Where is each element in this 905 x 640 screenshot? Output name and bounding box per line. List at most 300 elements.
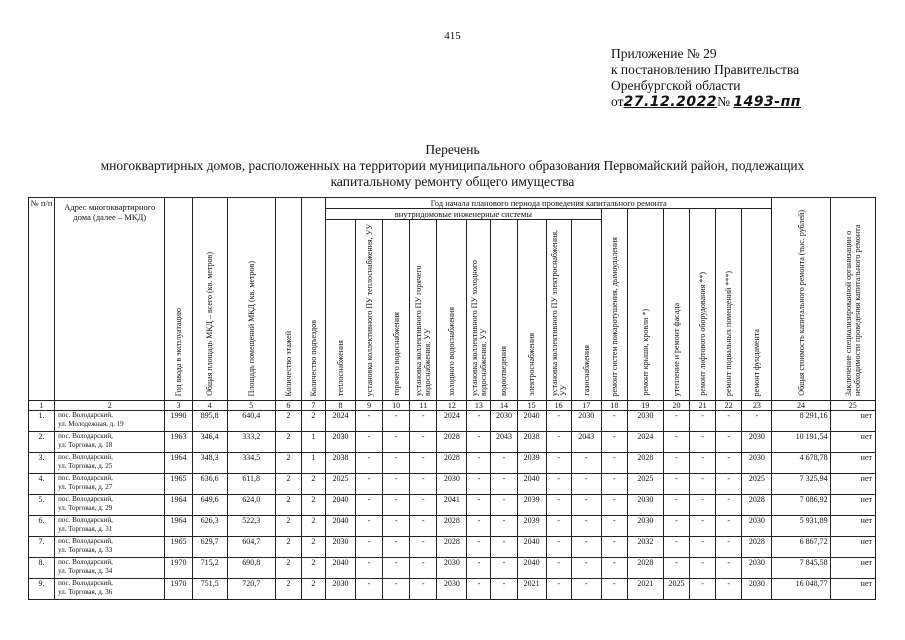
header-period-group: Год начала планового периода проведения капитального ремонта [325, 198, 771, 209]
table-cell: 2030 [742, 432, 772, 453]
table-cell: 2 [275, 453, 301, 474]
table-row [29, 537, 876, 558]
table-cell: - [601, 537, 627, 558]
column-number: 18 [601, 401, 627, 411]
table-cell: - [716, 495, 742, 516]
header-c21: ремонт лифтового оборудования **) [690, 209, 716, 401]
table-cell: - [383, 537, 410, 558]
table-cell: 2039 [517, 495, 546, 516]
header-c9: установка коллективного ПУ теплоснабжения, УУ [356, 220, 383, 401]
table-cell: 2028 [627, 558, 663, 579]
table-row [29, 474, 876, 495]
column-number: 5 [227, 401, 275, 411]
column-number: 2 [55, 401, 165, 411]
table-cell: 895,8 [192, 411, 227, 432]
table-cell: - [546, 495, 571, 516]
table-cell: - [601, 495, 627, 516]
table-cell: 2038 [325, 453, 355, 474]
table-cell: - [356, 537, 383, 558]
appendix-date-line [611, 94, 801, 110]
table-cell: - [383, 558, 410, 579]
address-locality: пос. Володарский, [58, 537, 113, 545]
table-cell: 2030 [437, 558, 467, 579]
column-number: 15 [517, 401, 546, 411]
table-cell: - [356, 474, 383, 495]
header-c8: теплоснабжения [325, 220, 355, 401]
column-number: 1 [29, 401, 55, 411]
document-title [30, 142, 875, 190]
table-cell: - [383, 474, 410, 495]
address-locality: пос. Володарский, [58, 516, 113, 524]
table-cell: 1 [301, 432, 325, 453]
row-address [55, 495, 165, 516]
table-cell: - [716, 474, 742, 495]
appendix-line-1: Приложение № 29 [611, 46, 717, 61]
table-cell: - [690, 432, 716, 453]
table-cell: 2041 [437, 495, 467, 516]
table-cell: - [742, 411, 772, 432]
title-line-3: капитальному ремонту общего имущества [330, 174, 575, 189]
table-cell: - [356, 453, 383, 474]
column-number: 14 [491, 401, 517, 411]
table-cell: 1964 [165, 495, 192, 516]
header-c13: установка коллективного ПУ холодного водоснабжения, УУ [467, 220, 491, 401]
table-cell: 2040 [517, 558, 546, 579]
title-line-2: многоквартирных домов, расположенных на территории муниципального образования Первомайский район, подлежащих [100, 158, 805, 173]
table-cell: 2 [275, 558, 301, 579]
header-c11: установка коллективного ПУ горячего водоснабжения, УУ [410, 220, 437, 401]
table-cell: 1 [301, 453, 325, 474]
table-cell: 2025 [742, 474, 772, 495]
table-cell: - [571, 516, 601, 537]
table-cell: 690,8 [227, 558, 275, 579]
table-cell: - [601, 411, 627, 432]
column-number: 4 [192, 401, 227, 411]
column-number: 16 [546, 401, 571, 411]
table-cell: - [491, 537, 517, 558]
table-cell: 2030 [742, 453, 772, 474]
column-number: 20 [663, 401, 689, 411]
table-cell: 636,6 [192, 474, 227, 495]
table-cell: - [690, 516, 716, 537]
address-locality: пос. Володарский, [58, 579, 113, 587]
table-cell: - [690, 537, 716, 558]
table-cell: 6 867,72 [772, 537, 830, 558]
table-cell: 2030 [627, 495, 663, 516]
table-cell: - [467, 453, 491, 474]
table-cell: - [356, 411, 383, 432]
table-cell: 2040 [517, 537, 546, 558]
table-cell: 7 325,94 [772, 474, 830, 495]
address-locality: пос. Володарский, [58, 453, 113, 461]
address-street: ул. Торговая, д. 33 [58, 545, 113, 554]
table-cell: 715,2 [192, 558, 227, 579]
row-number: 7. [29, 537, 55, 558]
row-number: 5. [29, 495, 55, 516]
table-cell: 2030 [437, 579, 467, 600]
table-body [29, 401, 876, 600]
table-cell: - [601, 516, 627, 537]
table-cell: - [663, 558, 689, 579]
row-number: 9. [29, 579, 55, 600]
table-cell: 2025 [627, 474, 663, 495]
header-c22: ремонт подвальных помещений ***) [716, 209, 742, 401]
table-cell: 1964 [165, 516, 192, 537]
table-cell: 7 086,92 [772, 495, 830, 516]
table-cell: 334,5 [227, 453, 275, 474]
table-cell: 626,3 [192, 516, 227, 537]
table-cell: - [356, 516, 383, 537]
column-number: 17 [571, 401, 601, 411]
table-cell: - [690, 474, 716, 495]
header-c20: утепление и ремонт фасада [663, 209, 689, 401]
column-number: 8 [325, 401, 355, 411]
table-row [29, 495, 876, 516]
table-cell: 2021 [517, 579, 546, 600]
table-cell: 346,4 [192, 432, 227, 453]
table-cell: - [716, 537, 742, 558]
table-cell: 2028 [627, 453, 663, 474]
table-cell: - [601, 474, 627, 495]
table-cell: - [571, 558, 601, 579]
table-cell: - [716, 558, 742, 579]
table-cell: - [491, 579, 517, 600]
table-cell: - [716, 579, 742, 600]
table-cell: 1970 [165, 579, 192, 600]
table-cell: - [571, 495, 601, 516]
table-row [29, 411, 876, 432]
column-number: 3 [165, 401, 192, 411]
table-cell: нет [830, 516, 875, 537]
table-cell: 2043 [491, 432, 517, 453]
header-c12: холодного водоснабжения [437, 220, 467, 401]
table-cell: 8 291,16 [772, 411, 830, 432]
table-cell: 2028 [742, 495, 772, 516]
table-cell: 2 [301, 495, 325, 516]
header-c19: ремонт крыши, кровли *) [627, 209, 663, 401]
table-cell: 1965 [165, 474, 192, 495]
table-cell: - [383, 516, 410, 537]
table-cell: - [663, 411, 689, 432]
table-cell: 2038 [517, 432, 546, 453]
table-cell: - [383, 495, 410, 516]
table-cell: 2 [301, 537, 325, 558]
table-cell: 1970 [165, 558, 192, 579]
table-row [29, 579, 876, 600]
table-cell: 1990 [165, 411, 192, 432]
table-cell: 629,7 [192, 537, 227, 558]
header-address: Адрес многоквартирного дома (далее – МКД) [55, 198, 165, 401]
row-address [55, 579, 165, 600]
table-cell: - [690, 453, 716, 474]
table-cell: - [383, 432, 410, 453]
table-cell: 2024 [627, 432, 663, 453]
address-locality: пос. Володарский, [58, 411, 113, 419]
table-cell: нет [830, 537, 875, 558]
handwritten-number: 1493-пп [733, 94, 801, 110]
table-cell: - [546, 432, 571, 453]
table-cell: 2030 [742, 579, 772, 600]
address-street: ул. Торговая, д. 27 [58, 482, 113, 491]
number-prefix: № [717, 94, 730, 109]
table-cell: 2030 [627, 411, 663, 432]
table-cell: - [467, 432, 491, 453]
table-cell: 2 [275, 537, 301, 558]
table-cell: 2 [275, 579, 301, 600]
row-number: 3. [29, 453, 55, 474]
header-num: № п/п [29, 198, 55, 401]
address-street: ул. Торговая, д. 18 [58, 440, 113, 449]
table-cell: - [410, 495, 437, 516]
address-locality: пос. Володарский, [58, 474, 113, 482]
table-cell: 2040 [325, 558, 355, 579]
table-cell: - [383, 453, 410, 474]
table-cell: - [690, 558, 716, 579]
header-entrances: Количество подъездов [301, 198, 325, 401]
row-address [55, 558, 165, 579]
header-c23: ремонт фундамента [742, 209, 772, 401]
table-cell: 640,4 [227, 411, 275, 432]
table-cell: 2024 [325, 411, 355, 432]
column-number: 12 [437, 401, 467, 411]
table-cell: 2039 [517, 453, 546, 474]
table-cell: 2030 [742, 516, 772, 537]
table-cell: - [491, 495, 517, 516]
table-cell: 7 845,58 [772, 558, 830, 579]
handwritten-date: 27.12.2022 [623, 94, 718, 110]
table-cell: - [571, 474, 601, 495]
table-cell: нет [830, 495, 875, 516]
table-cell: - [601, 579, 627, 600]
table-cell: 16 048,77 [772, 579, 830, 600]
table-cell: 2030 [571, 411, 601, 432]
row-address [55, 516, 165, 537]
table-cell: - [571, 453, 601, 474]
table-cell: - [356, 558, 383, 579]
address-street: ул. Торговая, д. 31 [58, 524, 113, 533]
table-cell: 624,0 [227, 495, 275, 516]
table-row [29, 453, 876, 474]
header-total-cost: Общая стоимость капитального ремонта (тыс. рублей) [772, 198, 830, 401]
table-cell: 2 [301, 579, 325, 600]
row-address [55, 537, 165, 558]
address-street: ул. Торговая, д. 25 [58, 461, 113, 470]
table-row [29, 516, 876, 537]
header-c10: горячего водоснабжения [383, 220, 410, 401]
table-cell: нет [830, 474, 875, 495]
table-cell: - [410, 516, 437, 537]
table-cell: 2 [275, 516, 301, 537]
table-cell: - [601, 432, 627, 453]
header-c17: газоснабжения [571, 220, 601, 401]
table-cell: 2025 [325, 474, 355, 495]
table-cell: 1964 [165, 453, 192, 474]
table-cell: - [491, 453, 517, 474]
table-cell: 604,7 [227, 537, 275, 558]
header-conclusion: Заключение специализированной организации о необходимости проведения капитального ремонта [830, 198, 875, 401]
table-cell: - [491, 474, 517, 495]
table-cell: - [383, 411, 410, 432]
table-cell: - [546, 579, 571, 600]
table-cell: - [410, 474, 437, 495]
address-street: ул. Торговая, д. 36 [58, 587, 113, 596]
table-cell: - [546, 537, 571, 558]
table-cell: - [716, 432, 742, 453]
table-cell: 720,7 [227, 579, 275, 600]
table-cell: 751,5 [192, 579, 227, 600]
table-cell: - [663, 453, 689, 474]
table-cell: 2 [301, 411, 325, 432]
column-number: 11 [410, 401, 437, 411]
column-number: 24 [772, 401, 830, 411]
table-cell: 2028 [437, 516, 467, 537]
table-cell: - [410, 432, 437, 453]
address-street: ул. Молодежная, д. 19 [58, 419, 124, 428]
table-cell: нет [830, 579, 875, 600]
appendix-line-3: Оренбургской области [611, 78, 741, 93]
table-cell: - [601, 558, 627, 579]
table-cell: 4 678,78 [772, 453, 830, 474]
table-cell: 2 [275, 432, 301, 453]
row-address [55, 453, 165, 474]
table-cell: нет [830, 558, 875, 579]
row-number: 4. [29, 474, 55, 495]
table-cell: 1965 [165, 537, 192, 558]
column-number: 7 [301, 401, 325, 411]
table-cell: 611,8 [227, 474, 275, 495]
table-cell: - [663, 537, 689, 558]
table-cell: 2032 [627, 537, 663, 558]
table-cell: - [467, 537, 491, 558]
table-cell: 2030 [325, 537, 355, 558]
table-cell: - [410, 411, 437, 432]
table-cell: - [571, 537, 601, 558]
table-cell: 2028 [437, 537, 467, 558]
table-cell: 2040 [325, 516, 355, 537]
table-cell: 2 [301, 516, 325, 537]
table-cell: - [467, 411, 491, 432]
table-row [29, 432, 876, 453]
table-cell: - [356, 495, 383, 516]
table-cell: - [716, 516, 742, 537]
column-number: 10 [383, 401, 410, 411]
table-cell: - [663, 516, 689, 537]
row-number: 8. [29, 558, 55, 579]
column-number: 25 [830, 401, 875, 411]
table-cell: 2040 [517, 474, 546, 495]
table-row [29, 558, 876, 579]
table-cell: 2028 [437, 453, 467, 474]
row-number: 1. [29, 411, 55, 432]
table-cell: - [546, 474, 571, 495]
date-prefix: от [611, 94, 624, 109]
table-cell: - [410, 579, 437, 600]
header-c16: установка коллективного ПУ электроснабжения, УУ [546, 220, 571, 401]
table-cell: - [491, 516, 517, 537]
column-number: 6 [275, 401, 301, 411]
row-address [55, 474, 165, 495]
column-number: 9 [356, 401, 383, 411]
table-cell: - [690, 411, 716, 432]
table-cell: 2030 [627, 516, 663, 537]
header-c18: ремонт систем пожаротушения, дымоудаления [601, 209, 627, 401]
table-cell: нет [830, 432, 875, 453]
title-line-1: Перечень [425, 142, 480, 157]
table-cell: - [491, 558, 517, 579]
table-cell: 2024 [437, 411, 467, 432]
column-number: 13 [467, 401, 491, 411]
address-street: ул. Торговая, д. 29 [58, 503, 113, 512]
header-floors: Количество этажей [275, 198, 301, 401]
table-cell: 2030 [325, 432, 355, 453]
table-cell: 2030 [437, 474, 467, 495]
row-address [55, 411, 165, 432]
table-cell: - [356, 579, 383, 600]
header-total-area: Общая площадь МКД – всего (кв. метров) [192, 198, 227, 401]
table-cell: - [356, 432, 383, 453]
table-cell: 2025 [663, 579, 689, 600]
table-cell: - [663, 432, 689, 453]
table-cell: 1963 [165, 432, 192, 453]
header-c14: водоотведения [491, 220, 517, 401]
column-number: 21 [690, 401, 716, 411]
table-cell: - [410, 453, 437, 474]
table-cell: 2 [275, 474, 301, 495]
table-cell: - [467, 474, 491, 495]
table-cell: 2043 [571, 432, 601, 453]
table-cell: нет [830, 411, 875, 432]
table-cell: 2028 [437, 432, 467, 453]
table-cell: - [410, 537, 437, 558]
table-cell: 333,2 [227, 432, 275, 453]
table-cell: 649,6 [192, 495, 227, 516]
table-cell: - [467, 579, 491, 600]
table-cell: - [467, 558, 491, 579]
appendix-block [611, 46, 801, 110]
table-cell: 2 [275, 495, 301, 516]
table-cell: - [383, 579, 410, 600]
header-year-built: Год ввода в эксплуатацию [165, 198, 192, 401]
table-cell: 2 [301, 558, 325, 579]
column-number: 22 [716, 401, 742, 411]
table-cell: 10 191,54 [772, 432, 830, 453]
table-cell: 2040 [325, 495, 355, 516]
row-number: 6. [29, 516, 55, 537]
address-locality: пос. Володарский, [58, 432, 113, 440]
table-cell: - [663, 474, 689, 495]
address-locality: пос. Володарский, [58, 495, 113, 503]
table-cell: 5 931,89 [772, 516, 830, 537]
table-cell: - [467, 495, 491, 516]
table-cell: нет [830, 453, 875, 474]
table-cell: - [601, 453, 627, 474]
table-cell: - [716, 411, 742, 432]
row-number: 2. [29, 432, 55, 453]
table-cell: - [546, 558, 571, 579]
table-cell: 522,3 [227, 516, 275, 537]
table-cell: 2 [275, 411, 301, 432]
table-cell: 2030 [491, 411, 517, 432]
table-cell: 2021 [627, 579, 663, 600]
table-cell: - [546, 453, 571, 474]
address-locality: пос. Володарский, [58, 558, 113, 566]
page-number: 415 [444, 30, 461, 42]
table-cell: - [546, 516, 571, 537]
column-number: 19 [627, 401, 663, 411]
table-cell: - [690, 579, 716, 600]
buildings-table [28, 197, 876, 600]
address-street: ул. Торговая, д. 34 [58, 566, 113, 575]
